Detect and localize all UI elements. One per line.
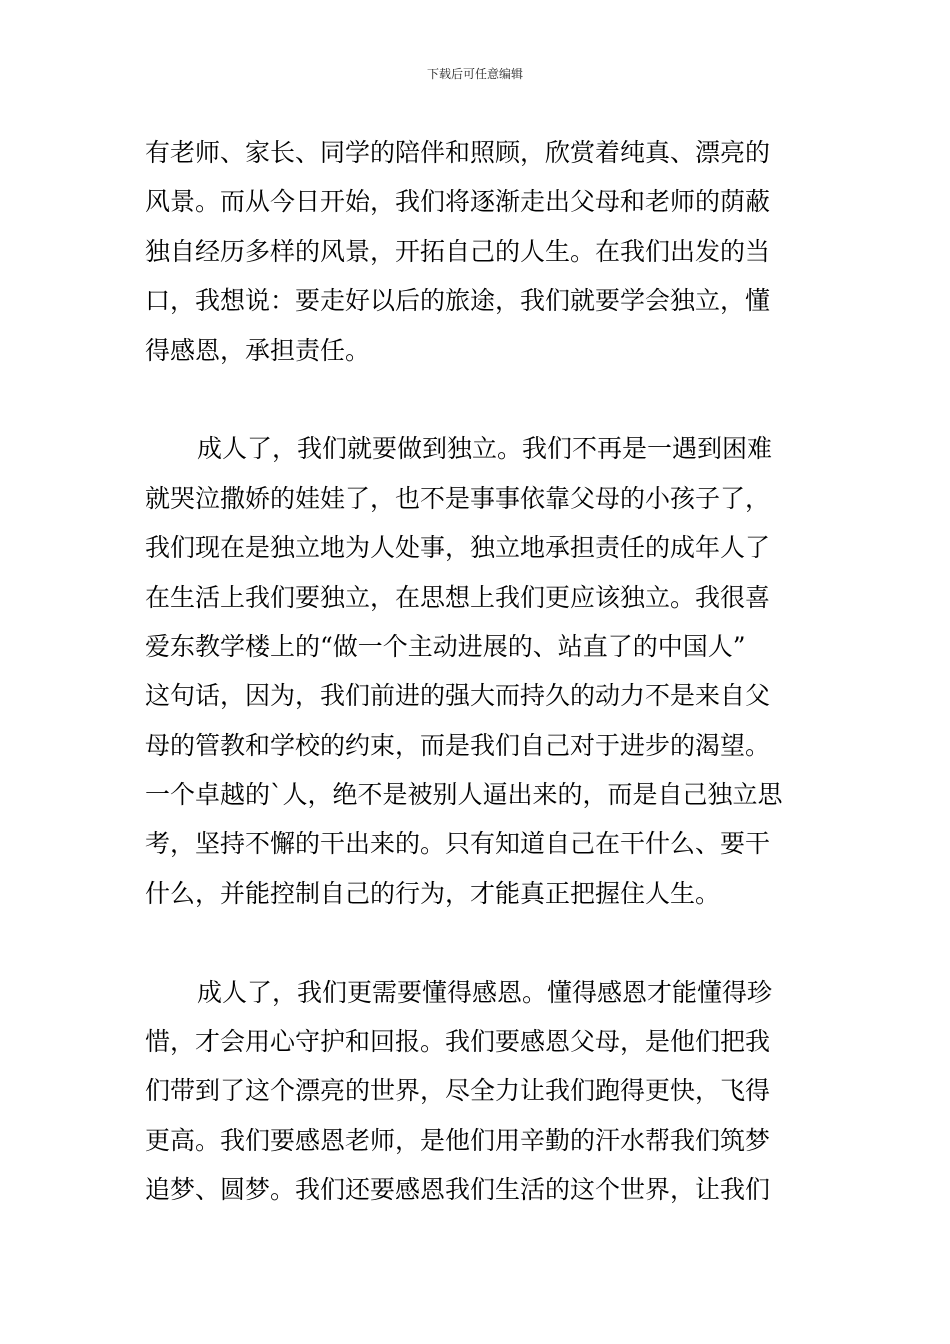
text-line: 风景。而从今日开始，我们将逐渐走出父母和老师的荫蔽 (145, 187, 771, 217)
text-line: 有老师、家长、同学的陪伴和照顾，欣赏着纯真、漂亮的 (145, 138, 771, 167)
text-line: 口，我想说：要走好以后的旅途，我们就要学会独立，懂 (145, 286, 771, 316)
text-line: 一个卓越的`人，绝不是被别人逼出来的，而是自己独立思 (145, 780, 783, 810)
text-line: 更高。我们要感恩老师，是他们用辛勤的汗水帮我们筑梦 (145, 1125, 771, 1155)
text-line: 成人了，我们就要做到独立。我们不再是一遇到困难 (197, 434, 773, 464)
paragraph-1 (145, 128, 807, 375)
text-line: 就哭泣撒娇的娃娃了，也不是事事依靠父母的小孩子了， (145, 483, 771, 513)
text-line: 独自经历多样的风景，开拓自己的人生。在我们出发的当 (145, 236, 771, 266)
text-line: 我们现在是独立地为人处事，独立地承担责任的成年人了 (145, 533, 771, 563)
text-line: 们带到了这个漂亮的世界，尽全力让我们跑得更快，飞得 (145, 1076, 771, 1106)
text-line: 惜，才会用心守护和回报。我们要感恩父母，是他们把我 (145, 1027, 771, 1057)
text-line: 母的管教和学校的约束，而是我们自己对于进步的渴望。 (145, 730, 771, 760)
body-text (145, 128, 807, 1215)
paragraph-3 (145, 968, 807, 1215)
header-note: 下载后可任意编辑 (426, 67, 523, 81)
text-line: 什么，并能控制自己的行为，才能真正把握住人生。 (145, 878, 721, 908)
text-line: 在生活上我们要独立，在思想上我们更应该独立。我很喜 (145, 582, 771, 612)
text-line: 得感恩，承担责任。 (145, 335, 371, 365)
paragraph-gap (145, 375, 807, 424)
text-line: 成人了，我们更需要懂得感恩。懂得感恩才能懂得珍 (197, 977, 773, 1007)
text-line: 追梦、圆梦。我们还要感恩我们生活的这个世界，让我们 (145, 1175, 771, 1205)
text-line: 这句话，因为，我们前进的强大而持久的动力不是来自父 (145, 681, 771, 711)
text-line: 爱东教学楼上的“做一个主动进展的、站直了的中国人” (145, 631, 746, 661)
paragraph-2 (145, 424, 807, 918)
paragraph-gap (145, 918, 807, 967)
text-line: 考，坚持不懈的干出来的。只有知道自己在干什么、要干 (145, 829, 771, 859)
